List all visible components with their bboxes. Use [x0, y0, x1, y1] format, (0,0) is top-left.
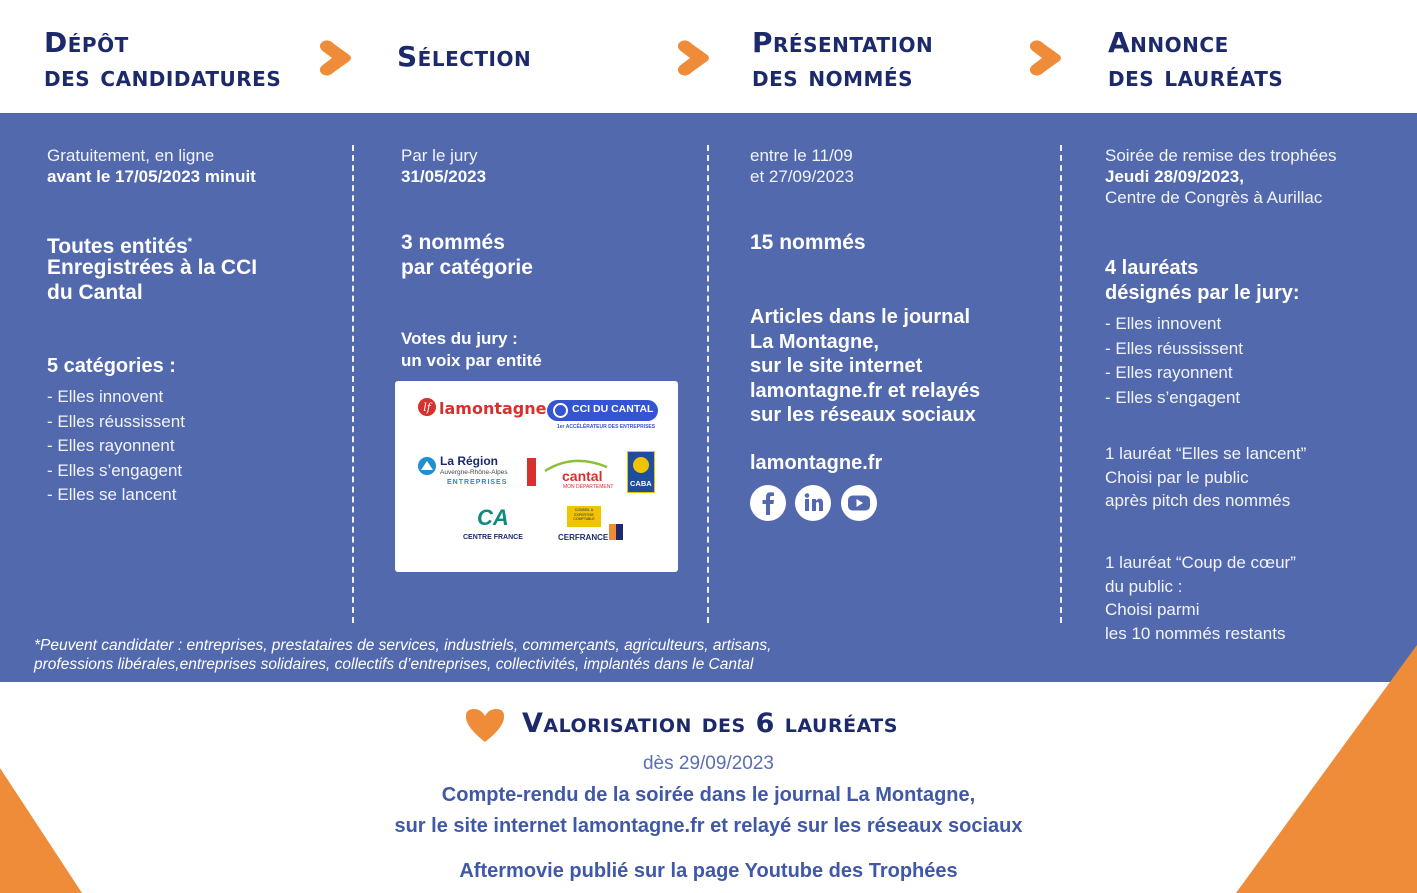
footnote-line: *Peuvent candidater : entreprises, prestataires de services, industriels, commerçants, agriculteurs, artisans,	[34, 637, 772, 654]
chevron-right-icon	[314, 36, 354, 80]
svg-text:lf: lf	[423, 401, 431, 414]
date-text: Jeudi 28/09/2023,	[1105, 167, 1244, 186]
caba-logo-text: CABA	[630, 479, 652, 488]
heart-icon	[463, 706, 507, 744]
laureates-list	[1105, 312, 1243, 410]
region-logo: La Région	[440, 454, 499, 468]
votes-text: un voix par entité	[401, 351, 542, 370]
nominees-text: 15 nommés	[750, 231, 866, 254]
list-item: - Elles rayonnent	[1105, 363, 1233, 382]
footnote	[34, 636, 771, 674]
youtube-icon[interactable]	[841, 485, 877, 521]
cerfrance-box-icon	[567, 506, 601, 527]
coeur-line: les 10 nommés restants	[1105, 623, 1286, 643]
list-item: - Elles innovent	[47, 387, 164, 406]
lamontagne-logo: lamontagne	[439, 399, 547, 418]
step-title-line: Dépôt	[44, 26, 129, 59]
step-title-selection	[397, 40, 531, 74]
coeur-line: 1 lauréat “Coup de cœur”	[1105, 553, 1296, 572]
cerfrance-mark-icon	[609, 524, 623, 540]
column-divider	[1060, 145, 1062, 623]
date-text: entre le 11/09	[750, 146, 853, 165]
eligibility-line: Enregistrées à la CCI	[47, 256, 258, 279]
region-logo-icon	[417, 456, 437, 476]
coeur-line: Choisi parmi	[1105, 600, 1200, 619]
list-item: - Elles réussissent	[1105, 338, 1243, 358]
articles-text	[750, 305, 980, 428]
cantal-subtitle: MON DÉPARTEMENT	[563, 484, 614, 490]
cantal-flag-icon	[527, 458, 536, 486]
nominees-text: 3 nommés	[401, 231, 505, 254]
lancent-line: après pitch des nommés	[1105, 491, 1291, 510]
cerfrance-box-text: CONSEIL & EXPERTISE COMPTABLE	[573, 508, 595, 521]
list-item: - Elles s’engagent	[1105, 387, 1241, 407]
nominees-text: par catégorie	[401, 256, 533, 279]
site-link[interactable]: lamontagne.fr	[750, 452, 883, 474]
lancent-block	[1105, 442, 1306, 513]
step-title-presentation	[752, 26, 933, 94]
coeur-line: du public :	[1105, 576, 1183, 596]
lancent-line: 1 lauréat “Elles se lancent”	[1105, 444, 1307, 463]
votes-text: Votes du jury :	[401, 329, 518, 348]
partner-logos	[395, 381, 678, 572]
date-text: et 27/09/2023	[750, 167, 854, 186]
caba-logo	[627, 451, 655, 493]
eligibility-line: du Cantal	[47, 281, 143, 304]
lancent-line: Choisi par le public	[1105, 467, 1249, 487]
articles-line: lamontagne.fr et relayés	[750, 379, 981, 402]
list-item: - Elles réussissent	[47, 411, 185, 431]
cerfrance-logo: CERFRANCE	[558, 533, 609, 542]
region-subtitle: ENTREPRISES	[447, 479, 508, 486]
caba-logo-icon	[633, 457, 649, 473]
list-item: - Elles rayonnent	[47, 436, 175, 455]
categories-title: 5 catégories :	[47, 355, 176, 377]
valorisation-line: sur le site internet lamontagne.fr et relayé sur les réseaux sociaux	[394, 815, 1023, 837]
list-item: - Elles s’engagent	[47, 460, 183, 480]
step-title-line: Sélection	[397, 40, 532, 73]
laureates-title: désignés par le jury:	[1105, 282, 1300, 304]
footnote-line: professions libérales,entreprises solidaires, collectifs d’entreprises, collectivités, implantés dans le Cantal	[34, 656, 754, 673]
articles-line: sur les réseaux sociaux	[750, 404, 976, 426]
cci-logo-text: CCI DU CANTAL	[572, 403, 654, 415]
articles-line: Articles dans le journal	[750, 306, 971, 328]
coeur-block	[1105, 551, 1296, 645]
region-subtitle: Auvergne-Rhône-Alpes	[440, 469, 508, 476]
credit-agricole-logo: CA	[477, 505, 509, 530]
intro-text: Par le jury	[401, 146, 478, 165]
place-text: Centre de Congrès à Aurillac	[1105, 188, 1323, 207]
asterisk: *	[187, 236, 193, 248]
step-title-line: Présentation	[752, 26, 934, 59]
step-title-line: des nommés	[752, 60, 914, 93]
step-title-annonce	[1108, 26, 1283, 94]
step-title-line: des candidatures	[44, 60, 282, 93]
valorisation-title: Valorisation des 6 lauréats	[522, 708, 898, 739]
step-title-line: Annonce	[1108, 26, 1229, 59]
column-divider	[707, 145, 709, 623]
articles-line: sur le site internet	[750, 355, 923, 377]
cci-tagline: 1er ACCÉLÉRATEUR DES ENTREPRISES	[557, 424, 656, 430]
column-divider	[352, 145, 354, 623]
lamontagne-logo-icon	[417, 397, 437, 417]
chevron-right-icon	[1024, 36, 1064, 80]
credit-agricole-subtitle: CENTRE FRANCE	[463, 534, 523, 541]
date-text: 31/05/2023	[401, 167, 487, 186]
step-title-line: des lauréats	[1108, 60, 1284, 93]
chevron-right-icon	[672, 36, 712, 80]
intro-text: Gratuitement, en ligne	[47, 146, 215, 165]
laureates-title: 4 lauréats	[1105, 257, 1199, 279]
cantal-logo: cantal	[562, 468, 603, 484]
articles-line: La Montagne,	[750, 330, 879, 353]
list-item: - Elles innovent	[1105, 314, 1222, 333]
cci-logo-icon	[553, 403, 568, 418]
cci-logo	[547, 400, 658, 421]
linkedin-icon[interactable]	[795, 485, 831, 521]
valorisation-line: Aftermovie publié sur la page Youtube des Trophées	[459, 860, 958, 882]
valorisation-line: Compte-rendu de la soirée dans le journal La Montagne,	[441, 784, 976, 806]
intro-text: Soirée de remise des trophées	[1105, 146, 1337, 165]
eligibility-text: Toutes entités	[47, 235, 188, 258]
list-item: - Elles se lancent	[47, 485, 177, 504]
facebook-icon[interactable]	[750, 485, 786, 521]
valorisation-date: dès 29/09/2023	[642, 753, 774, 774]
deadline-text: avant le 17/05/2023 minuit	[47, 167, 256, 186]
categories-list	[47, 385, 185, 508]
step-title-depot	[44, 26, 281, 94]
